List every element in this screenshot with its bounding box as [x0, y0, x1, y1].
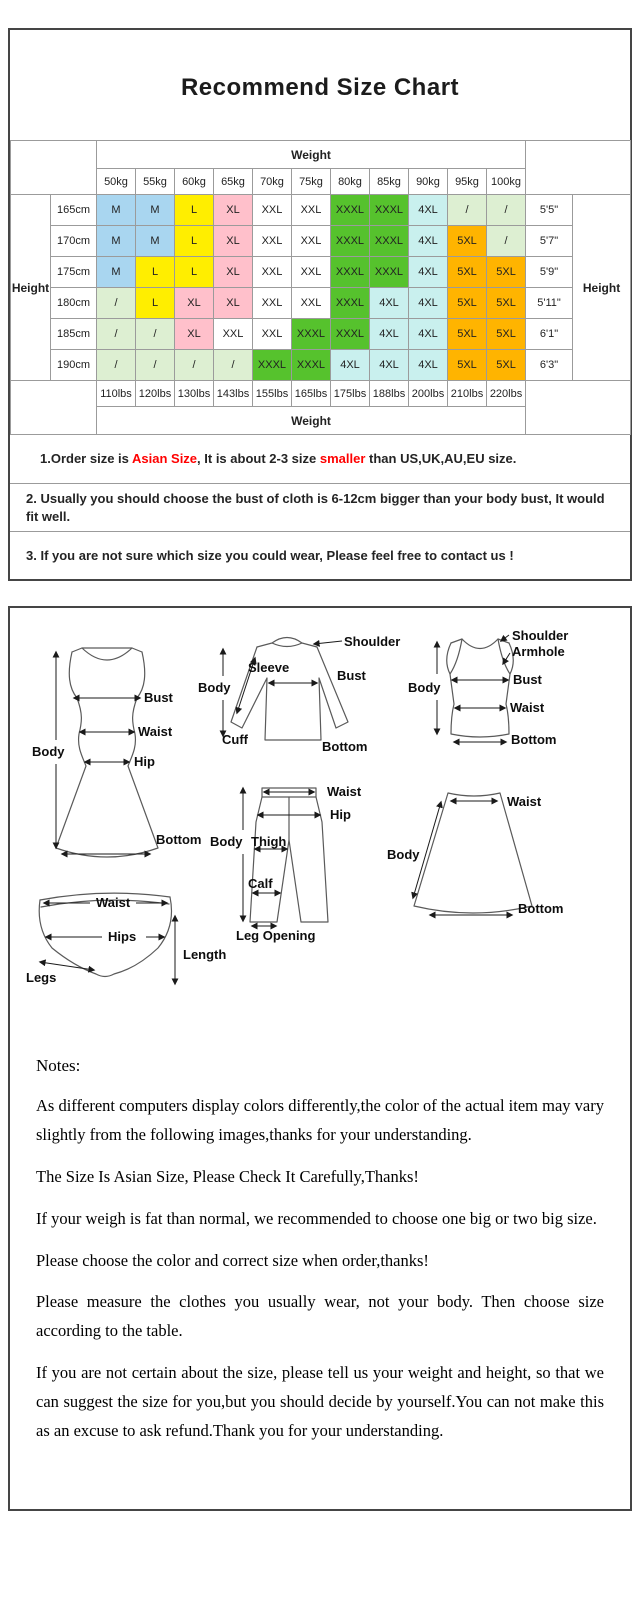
- notes-paragraph: If your weigh is fat than normal, we recommended to choose one big or two big size.: [36, 1208, 597, 1228]
- size-cell: XXXL: [331, 226, 370, 257]
- size-cell: M: [136, 226, 175, 257]
- skirt-bottom-label: Bottom: [518, 901, 564, 916]
- notes-paragraph: If you are not certain about the size, please tell us your weight and height, so that we can suggest the size for you,but you should decide by yourself.You can not make this as an excuse to ask refund.Thank you for your understanding.: [36, 1363, 604, 1440]
- skirt-body-label: Body: [387, 847, 420, 862]
- height-cm-cell: 185cm: [51, 319, 97, 350]
- weight-col-cell: 85kg: [370, 169, 409, 195]
- size-cell: L: [175, 226, 214, 257]
- size-cell: 4XL: [409, 288, 448, 319]
- vest-armhole-label: Armhole: [512, 644, 565, 659]
- size-cell: XXL: [214, 319, 253, 350]
- size-cell: /: [448, 195, 487, 226]
- size-cell: 5XL: [487, 350, 526, 381]
- skirt-waist-label: Waist: [507, 794, 542, 809]
- size-cell: L: [136, 288, 175, 319]
- briefs-hips-label: Hips: [108, 929, 137, 944]
- lbs-cell: 130lbs: [175, 381, 214, 407]
- height-cm-cell: 175cm: [51, 257, 97, 288]
- size-cell: 4XL: [370, 288, 409, 319]
- measurement-box: [8, 606, 632, 1511]
- size-cell: /: [487, 195, 526, 226]
- lbs-cell: 143lbs: [214, 381, 253, 407]
- dress-body-label: Body: [32, 744, 65, 759]
- size-cell: XXXL: [370, 257, 409, 288]
- size-chart-title: Recommend Size Chart: [180, 74, 460, 101]
- size-cell: 5XL: [448, 350, 487, 381]
- lbs-cell: 200lbs: [409, 381, 448, 407]
- notes-paragraph: Please measure the clothes you usually wear, not your body. Then choose size according to the table.: [36, 1292, 604, 1341]
- vest-shoulder-label: Shoulder: [512, 628, 569, 643]
- size-cell: XL: [175, 319, 214, 350]
- size-cell: XXL: [253, 226, 292, 257]
- order-size-note: [10, 435, 630, 483]
- size-cell: /: [175, 350, 214, 381]
- measurement-diagrams: [10, 616, 630, 1046]
- height-cm-cell: 180cm: [51, 288, 97, 319]
- notes-paragraph: The Size Is Asian Size, Please Check It Carefully,Thanks!: [36, 1166, 419, 1186]
- briefs-waist-label: Waist: [96, 895, 131, 910]
- lbs-cell: 210lbs: [448, 381, 487, 407]
- dress-bust-label: Bust: [144, 690, 173, 705]
- note1-segment: , It is about 2-3 size: [197, 451, 320, 467]
- size-cell: 5XL: [448, 257, 487, 288]
- size-cell: 5XL: [448, 319, 487, 350]
- size-cell: 5XL: [487, 288, 526, 319]
- size-cell: XXL: [292, 226, 331, 257]
- corner-cell: [11, 381, 97, 435]
- size-cell: 4XL: [409, 195, 448, 226]
- size-cell: XXL: [292, 195, 331, 226]
- lbs-cell: 155lbs: [253, 381, 292, 407]
- pants-diagram: [210, 784, 362, 943]
- size-cell: XL: [175, 288, 214, 319]
- pants-leg-opening-label: Leg Opening: [236, 928, 316, 943]
- note1-asian-size-highlight: Asian Size: [132, 451, 198, 467]
- bust-advice-note: [10, 483, 630, 531]
- dress-diagram: [32, 648, 202, 857]
- size-cell: XXXL: [331, 288, 370, 319]
- notes-paragraphs: [36, 1092, 604, 1446]
- size-cell: M: [97, 257, 136, 288]
- lbs-cell: 175lbs: [331, 381, 370, 407]
- size-cell: /: [214, 350, 253, 381]
- pants-thigh-label: Thigh: [251, 834, 287, 849]
- size-cell: XL: [214, 288, 253, 319]
- notes-paragraph: Please choose the color and correct size when order,thanks!: [36, 1250, 429, 1270]
- lbs-cell: 165lbs: [292, 381, 331, 407]
- weight-col-cell: 95kg: [448, 169, 487, 195]
- weight-col-cell: 90kg: [409, 169, 448, 195]
- size-cell: L: [175, 195, 214, 226]
- vest-bust-label: Bust: [513, 672, 542, 687]
- size-cell: M: [136, 195, 175, 226]
- weight-col-cell: 80kg: [331, 169, 370, 195]
- note1-smaller-highlight: smaller: [319, 451, 366, 467]
- weight-col-cell: 60kg: [175, 169, 214, 195]
- size-cell: 4XL: [331, 350, 370, 381]
- dress-hip-label: Hip: [134, 754, 155, 769]
- size-cell: /: [97, 350, 136, 381]
- weight-col-cell: 65kg: [214, 169, 253, 195]
- size-cell: XXXL: [370, 226, 409, 257]
- bust-advice-note-text: 2. Usually you should choose the bust of cloth is 6-12cm bigger than your body bust, It would fit well.: [26, 490, 605, 524]
- height-ft-cell: 5'11": [526, 288, 573, 319]
- size-cell: 4XL: [409, 350, 448, 381]
- size-cell: XL: [214, 226, 253, 257]
- contact-us-note-text: 3. If you are not sure which size you could wear, Please feel free to contact us !: [26, 547, 514, 563]
- notes-heading: Notes:: [36, 1056, 81, 1075]
- height-ft-cell: 6'3": [526, 350, 573, 381]
- size-chart-box: [8, 28, 632, 581]
- height-ft-cell: 5'7": [526, 226, 573, 257]
- weight-col-cell: 70kg: [253, 169, 292, 195]
- size-cell: XXXL: [253, 350, 292, 381]
- size-cell: XXXL: [331, 257, 370, 288]
- lbs-cell: 220lbs: [487, 381, 526, 407]
- weight-col-cell: 50kg: [97, 169, 136, 195]
- size-cell: XXXL: [331, 319, 370, 350]
- note1-segment: than US,UK,AU,EU size.: [365, 451, 517, 467]
- weight-col-cell: 75kg: [292, 169, 331, 195]
- vest-waist-label: Waist: [510, 700, 545, 715]
- height-ft-cell: 6'1": [526, 319, 573, 350]
- height-cm-cell: 165cm: [51, 195, 97, 226]
- size-cell: 4XL: [409, 319, 448, 350]
- size-cell: /: [487, 226, 526, 257]
- size-cell: L: [136, 257, 175, 288]
- size-cell: XXL: [253, 257, 292, 288]
- size-cell: 4XL: [409, 226, 448, 257]
- size-cell: 5XL: [448, 226, 487, 257]
- pants-waist-label: Waist: [327, 784, 362, 799]
- size-cell: XXXL: [331, 195, 370, 226]
- shirt-shoulder-label: Shoulder: [344, 634, 401, 649]
- size-cell: XL: [214, 195, 253, 226]
- lbs-cell: 188lbs: [370, 381, 409, 407]
- height-side-label-right: Height: [573, 195, 631, 381]
- weight-col-cell: 55kg: [136, 169, 175, 195]
- size-cell: XL: [214, 257, 253, 288]
- height-cm-cell: 190cm: [51, 350, 97, 381]
- corner-cell: [526, 381, 631, 435]
- size-cell: XXL: [253, 319, 292, 350]
- size-cell: XXL: [253, 195, 292, 226]
- size-cell: XXXL: [292, 319, 331, 350]
- contact-us-note: [10, 531, 630, 579]
- pants-calf-label: Calf: [248, 876, 273, 891]
- size-cell: 4XL: [409, 257, 448, 288]
- size-cell: XXL: [292, 288, 331, 319]
- size-cell: XXL: [292, 257, 331, 288]
- pants-hip-label: Hip: [330, 807, 351, 822]
- height-side-label-left: Height: [11, 195, 51, 381]
- lbs-cell: 110lbs: [97, 381, 136, 407]
- height-cm-cell: 170cm: [51, 226, 97, 257]
- weight-col-cell: 100kg: [487, 169, 526, 195]
- lbs-cell: 120lbs: [136, 381, 175, 407]
- notes-paragraph: As different computers display colors differently,the color of the actual item may vary slightly from the following images,thanks for your understanding.: [36, 1096, 604, 1144]
- size-cell: L: [175, 257, 214, 288]
- briefs-diagram: [26, 893, 226, 985]
- height-ft-cell: 5'5": [526, 195, 573, 226]
- size-cell: /: [97, 288, 136, 319]
- size-cell: 4XL: [370, 350, 409, 381]
- shirt-cuff-label: Cuff: [222, 732, 248, 747]
- size-cell: XXL: [253, 288, 292, 319]
- size-cell: 5XL: [448, 288, 487, 319]
- size-cell: /: [136, 350, 175, 381]
- size-cell: XXXL: [292, 350, 331, 381]
- size-cell: M: [97, 226, 136, 257]
- order-size-note-text: [40, 450, 516, 468]
- size-cell: XXXL: [370, 195, 409, 226]
- weight-top-header: Weight: [97, 141, 526, 169]
- corner-cell: [11, 141, 97, 195]
- dress-bottom-label: Bottom: [156, 832, 202, 847]
- shirt-diagram: [198, 634, 400, 754]
- size-cell: 5XL: [487, 319, 526, 350]
- dress-waist-label: Waist: [138, 724, 173, 739]
- skirt-diagram: [387, 793, 564, 916]
- briefs-length-label: Length: [183, 947, 227, 962]
- pants-body-label: Body: [210, 834, 243, 849]
- shirt-bust-label: Bust: [337, 668, 366, 683]
- vest-body-label: Body: [408, 680, 441, 695]
- size-cell: /: [97, 319, 136, 350]
- corner-cell: [526, 141, 631, 195]
- size-cell: /: [136, 319, 175, 350]
- size-cell: 5XL: [487, 257, 526, 288]
- note1-segment: 1.Order size is: [40, 451, 133, 467]
- size-table: [10, 140, 631, 435]
- briefs-legs-label: Legs: [26, 970, 57, 985]
- vest-bottom-label: Bottom: [511, 732, 557, 747]
- size-cell: M: [97, 195, 136, 226]
- weight-bottom-header: Weight: [97, 407, 526, 435]
- size-cell: 4XL: [370, 319, 409, 350]
- notes-section: [10, 1046, 630, 1509]
- shirt-sleeve-label: Sleeve: [248, 660, 290, 675]
- shirt-body-label: Body: [198, 680, 231, 695]
- height-ft-cell: 5'9": [526, 257, 573, 288]
- shirt-bottom-label: Bottom: [322, 739, 368, 754]
- vest-diagram: [408, 628, 568, 747]
